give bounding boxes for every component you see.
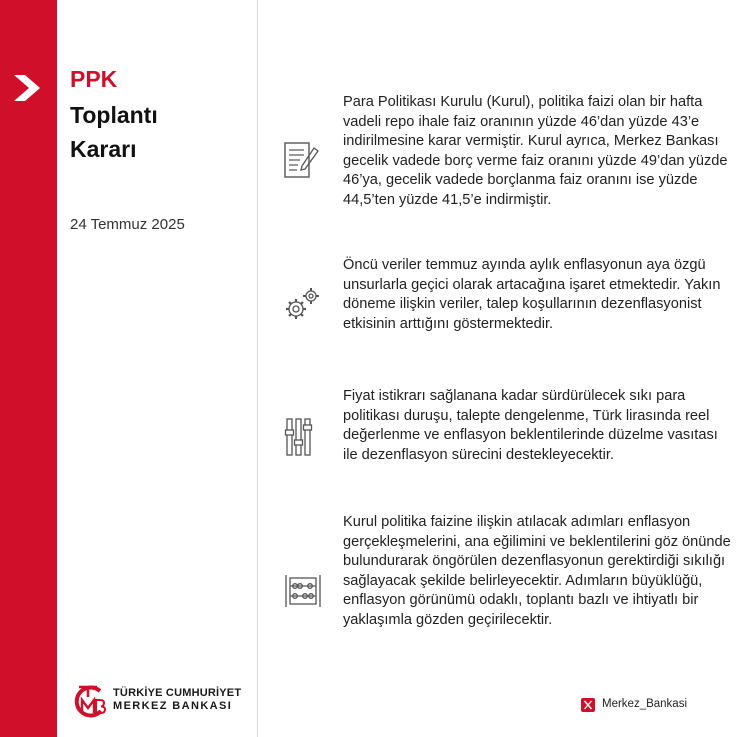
title-line-2: Kararı xyxy=(70,136,137,162)
vertical-divider xyxy=(257,0,258,737)
chevron-right-icon xyxy=(12,73,42,103)
sliders-icon xyxy=(283,416,319,458)
page-title xyxy=(70,98,240,166)
gears-icon xyxy=(283,285,323,325)
ppk-label: PPK xyxy=(70,66,118,92)
bank-name-line-1: TÜRKİYE CUMHURİYET xyxy=(113,687,242,699)
bank-name xyxy=(113,687,241,713)
bank-name-line-2: MERKEZ BANKASI xyxy=(113,700,233,712)
guidance-paragraph: Kurul politika faizine ilişkin atılacak adımları enflasyon gerçekleşmelerini, ana eğilimini ve beklentilerini göz önünde bulundurarak öngörülen dezenflasyonun gerektirdiği sıkılığı sağlayacak şekilde belirleyecektir. Adımların büyüklüğü, enflasyon görünümü odaklı, toplantı bazlı ve ihtiyatlı bir yaklaşımla gözden geçirilecektir. xyxy=(343,514,731,628)
red-sidebar-bar xyxy=(0,0,57,737)
central-bank-logo-icon xyxy=(70,683,108,719)
social-handle-link[interactable]: Merkez_Bankasi xyxy=(602,698,688,710)
outlook-paragraph: Öncü veriler temmuz ayında aylık enflasyonun aya özgü unsurlarla geçici olarak artacağına işaret etmektedir. Yakın döneme ilişkin veriler, talep koşullarının dezenflasyonist etkisinin arttığını göstermektedir. xyxy=(343,257,721,332)
meeting-date: 24 Temmuz 2025 xyxy=(70,216,185,233)
document-pen-icon xyxy=(283,140,321,182)
stance-paragraph: Fiyat istikrarı sağlanana kadar sürdürülecek sıkı para politikası duruşu, talepte dengelenme, Türk lirasında reel değerlenme ve enflasyon beklentilerinde düzelme vasıtası ile dezenflasyon sürecini destekleyecektir. xyxy=(343,388,718,463)
abacus-icon xyxy=(283,573,323,609)
title-line-1: Toplantı xyxy=(70,102,158,128)
x-logo-icon[interactable] xyxy=(581,698,595,712)
decision-paragraph: Para Politikası Kurulu (Kurul), politika faizi olan bir hafta vadeli repo ihale faiz oranının yüzde 46’dan yüzde 43’e indirilmesine karar vermiştir. Kurul ayrıca, Merkez Bankası gecelik vadede borç verme faiz oranını yüzde 49’dan yüzde 46’ya, gecelik vadede borçlanma faiz oranını ise yüzde 44,5’ten yüzde 41,5’e indirmiştir. xyxy=(343,94,728,208)
